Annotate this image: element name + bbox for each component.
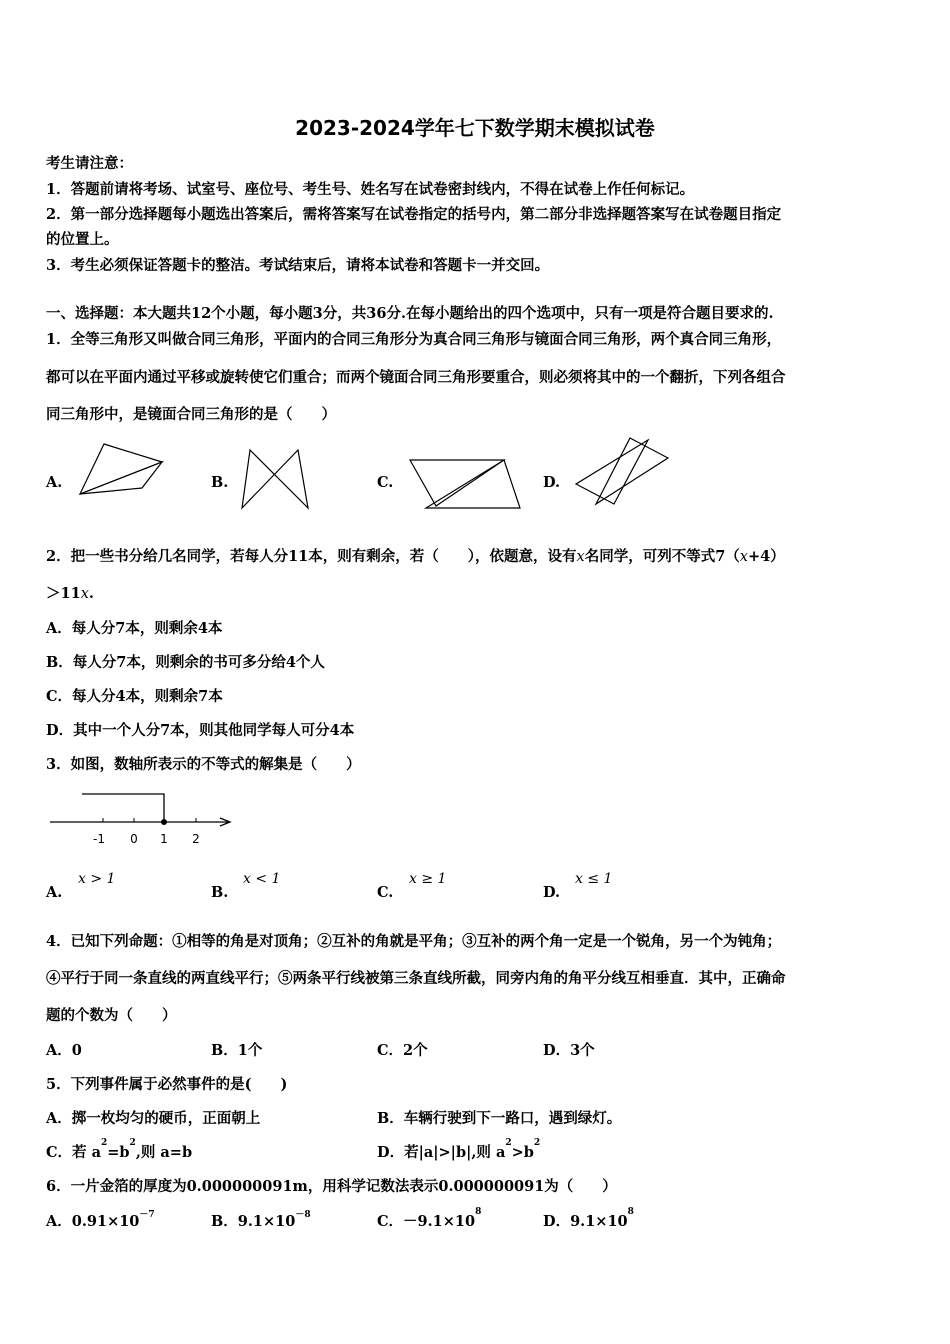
q3-option-d-value: x ≤ 1 [575, 871, 613, 887]
q2-stem-line2 [46, 582, 94, 603]
q5-option-d-exponent: 2 [505, 1138, 512, 1148]
notice-heading: 考生请注意： [46, 155, 133, 172]
q5-option-d-exponent-2: 2 [533, 1138, 541, 1148]
q3-stem: 3．如图，数轴所表示的不等式的解集是（ ） [46, 756, 361, 773]
q1-option-d-figure [574, 434, 672, 510]
q2-option-c: C．每人分4本，则剩余7本 [46, 688, 223, 705]
q1-option-c-label: C. [377, 474, 394, 491]
q6-option-b [211, 1210, 311, 1231]
q3-option-a-value: x > 1 [78, 871, 116, 887]
notice-item-2: 2．第一部分选择题每小题选出答案后，需将答案写在试卷指定的括号内，第二部分非选择题答案写在试卷题目指定 [46, 206, 782, 223]
q1-stem-line2: 都可以在平面内通过平移或旋转使它们重合；而两个镜面合同三角形要重合，则必须将其中的一个翻折，下列各组合 [46, 369, 786, 386]
q1-option-a-label: A. [46, 474, 63, 491]
q4-stem-line1: 4．已知下列命题：①相等的角是对顶角；②互补的角就是平角；③互补的两个角一定是一个锐角，另一个为钝角； [46, 933, 782, 950]
notice-item-3: 3．考生必须保证答题卡的整洁。考试结束后，请将本试卷和答题卡一并交回。 [46, 257, 550, 274]
q6-option-c-text: C．－9.1×10 [377, 1213, 476, 1230]
q1-stem-line1: 1．全等三角形又叫做合同三角形，平面内的合同三角形分为真合同三角形与镜面合同三角形，两个真合同三角形， [46, 331, 782, 348]
q6-option-a-text: A．0.91×10 [46, 1213, 140, 1230]
q2-variable-x-3: x [80, 586, 89, 602]
q5-option-a: A．掷一枚均匀的硬币，正面朝上 [46, 1110, 261, 1127]
q6-option-b-text: B．9.1×10 [211, 1213, 296, 1230]
q1-option-b-figure [240, 446, 316, 514]
q6-stem: 6．一片金箔的厚度为0.000000091m，用科学记数法表示0.000000091为（ ） [46, 1178, 617, 1195]
q6-option-b-exponent: －8 [295, 1210, 311, 1220]
q2-option-d: D．其中一个人分7本，则其他同学每人可分4本 [46, 722, 355, 739]
q2-option-b: B．每人分7本，则剩余的书可多分给4个人 [46, 654, 325, 671]
q6-option-a [46, 1210, 155, 1231]
q2-stem-text-3: +4） [747, 548, 785, 565]
tick-label: -1 [93, 832, 105, 846]
q1-option-d-label: D. [543, 474, 561, 491]
q3-option-d-label: D. [543, 884, 561, 901]
q6-option-a-exponent: －7 [139, 1210, 155, 1220]
q5-option-b: B．车辆行驶到下一路口，遇到绿灯。 [377, 1110, 622, 1127]
q3-option-b-value: x < 1 [243, 871, 281, 887]
q4-stem-line3: 题的个数为（ ） [46, 1007, 177, 1024]
q2-stem-text-4: ＞11 [46, 585, 81, 602]
q3-option-c-value: x ≥ 1 [409, 871, 447, 887]
q4-option-a: A．0 [46, 1042, 82, 1059]
q5-stem: 5．下列事件属于必然事件的是( ) [46, 1076, 288, 1093]
q3-option-b-label: B. [211, 884, 229, 901]
q4-option-b: B．1个 [211, 1042, 263, 1059]
notice-item-2-cont: 的位置上。 [46, 231, 119, 248]
q6-option-d [543, 1207, 634, 1231]
q2-stem-line1 [46, 545, 785, 566]
q5-option-c-exponent: 2 [100, 1138, 108, 1148]
q2-stem-text-2: 名同学，可列不等式7（ [584, 548, 740, 565]
q5-option-c [46, 1138, 193, 1162]
q2-variable-x: x [576, 549, 585, 565]
q5-option-c-text-3: ,则 a=b [135, 1144, 193, 1161]
q4-stem-line2: ④平行于同一条直线的两直线平行；⑤两条平行线被第三条直线所截，同旁内角的角平分线互相垂直．其中，正确命 [46, 970, 786, 987]
q5-option-c-text: C．若 a [46, 1144, 101, 1161]
q2-stem-text-1: 2．把一些书分给几名同学，若每人分11本，则有剩余，若（ ），依题意，设有 [46, 548, 577, 565]
q5-option-c-text-2: =b [107, 1144, 130, 1161]
q2-variable-x-2: x [739, 549, 748, 565]
q5-option-d-text-2: >b [511, 1144, 534, 1161]
tick-label: 1 [160, 832, 168, 846]
solution-ray [82, 794, 164, 822]
q2-option-a: A．每人分7本，则剩余4本 [46, 620, 223, 637]
q6-option-d-text: D．9.1×10 [543, 1213, 628, 1230]
q1-option-c-figure [406, 456, 524, 512]
q3-number-line [46, 788, 238, 852]
q5-option-d-text: D．若|a|>|b|,则 a [377, 1144, 506, 1161]
q3-option-a-label: A. [46, 884, 63, 901]
tick-label: 0 [130, 832, 138, 846]
q6-option-d-exponent: 8 [627, 1207, 634, 1217]
q5-option-c-exponent-2: 2 [129, 1138, 136, 1148]
notice-item-1: 1．答题前请将考场、试室号、座位号、考生号、姓名写在试卷密封线内，不得在试卷上作任何标记。 [46, 181, 695, 198]
q4-option-d: D．3个 [543, 1042, 595, 1059]
q1-stem-line3: 同三角形中，是镜面合同三角形的是（ ） [46, 406, 336, 423]
q3-option-c-label: C. [377, 884, 394, 901]
section-heading: 一、选择题：本大题共12个小题，每小题3分，共36分.在每小题给出的四个选项中，只有一项是符合题目要求的. [46, 305, 774, 322]
q1-option-a-figure [76, 440, 168, 500]
q5-option-d [377, 1138, 541, 1162]
tick-label: 2 [192, 832, 200, 846]
q1-option-b-label: B. [211, 474, 229, 491]
solid-point [161, 819, 167, 825]
q6-option-c [377, 1207, 482, 1231]
q6-option-c-exponent: 8 [475, 1207, 482, 1217]
page-title: 2023-2024学年七下数学期末模拟试卷 [295, 116, 655, 140]
q4-option-c: C．2个 [377, 1042, 428, 1059]
q2-stem-text-5: . [88, 585, 94, 602]
